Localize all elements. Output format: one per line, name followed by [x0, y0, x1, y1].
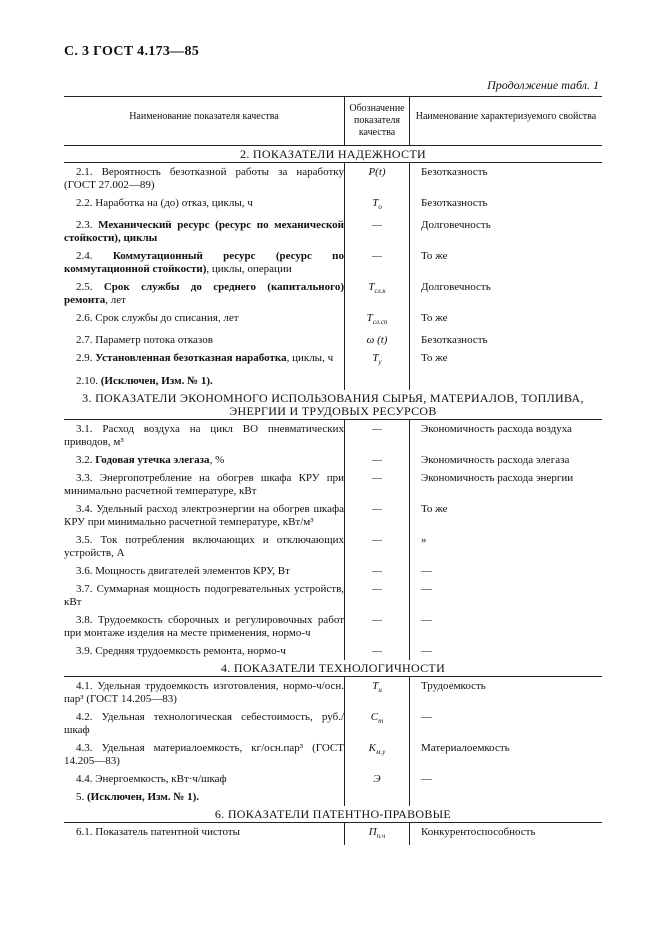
property: Материалоемкость — [421, 741, 510, 754]
section-title: 4. ПОКАЗАТЕЛИ ТЕХНОЛОГИЧНОСТИ — [64, 660, 602, 677]
row-number: 4.2. — [76, 710, 102, 723]
designation-subscript: о — [378, 203, 382, 212]
indicator-name-text: Удельная технологическая себестоимость, руб./шкаф — [64, 710, 345, 736]
designation-symbol: T — [372, 197, 379, 209]
table-row — [64, 469, 602, 500]
property: — — [421, 613, 432, 626]
designation — [344, 309, 410, 331]
indicator-name-bold: Механический ресурс (ресурс по механической стойкости), циклы — [64, 219, 344, 245]
designation — [344, 708, 410, 739]
row-number: 2.3. — [76, 219, 99, 232]
designation-symbol: — — [372, 564, 382, 577]
designation-symbol: — — [372, 613, 382, 626]
table-row — [64, 708, 602, 739]
table-row — [64, 500, 602, 531]
indicator-name-text: Удельный расход электроэнергии на обогрев шкафа КРУ при минимально расчетной температуре, кВт/м³ — [64, 502, 344, 528]
property: — — [421, 644, 432, 657]
quality-table — [64, 96, 602, 845]
designation — [344, 677, 410, 708]
property: Безотказность — [421, 166, 488, 178]
table-row — [64, 451, 602, 469]
property: Долговечность — [421, 281, 491, 294]
indicator-name — [64, 451, 344, 469]
indicator-name-text: Показатель патентной чистоты — [95, 825, 241, 838]
note-text: (Исключен, Изм. № 1). — [100, 374, 213, 387]
indicator-name-text: Срок службы до списания, лет — [95, 312, 239, 325]
table-row — [64, 823, 602, 845]
indicator-name-text: Удельная трудоемкость изготовления, нормо-ч/осн. пар³ (ГОСТ 14.205—83) — [64, 679, 344, 705]
property: Безотказность — [421, 197, 488, 209]
row-number: 2.9. — [76, 352, 96, 365]
row-number: 3.5. — [76, 533, 101, 546]
designation — [344, 562, 410, 580]
indicator-name — [64, 278, 344, 309]
designation-symbol: — — [372, 250, 382, 263]
indicator-name-text: Средняя трудоемкость ремонта, нормо-ч — [95, 644, 286, 657]
row-number: 3.7. — [76, 582, 97, 595]
indicator-name-text: Суммарная мощность подогревательных устройств, кВт — [64, 582, 345, 608]
indicator-name — [64, 331, 344, 349]
designation-symbol: P(t) — [368, 166, 386, 178]
indicator-name-text: , лет — [105, 294, 126, 307]
indicator-name-text: Наработка на (до) отказ, циклы, ч — [95, 197, 253, 209]
table-row — [64, 642, 602, 660]
designation — [344, 469, 410, 500]
indicator-name — [64, 349, 344, 371]
indicator-name — [64, 770, 344, 788]
designation — [344, 580, 410, 611]
indicator-name-bold: Годовая утечка элегаза — [95, 453, 210, 466]
indicator-name — [64, 562, 344, 580]
property: Конкурентоспособность — [421, 825, 536, 838]
indicator-name — [64, 216, 344, 247]
designation-symbol: Э — [373, 772, 381, 785]
row-number: 3.1. — [76, 422, 103, 435]
property: Долговечность — [421, 219, 491, 232]
designation-symbol: — — [372, 422, 382, 435]
indicator-name-text: Трудоемкость сборочных и регулировочных работ при монтаже изделия на месте применения, нормо-ч — [64, 613, 345, 639]
table-row — [64, 163, 602, 194]
column-headers — [64, 97, 602, 146]
designation-symbol: T — [372, 679, 379, 692]
table-row — [64, 194, 602, 216]
designation — [344, 163, 410, 194]
table-row — [64, 611, 602, 642]
property: — — [421, 582, 432, 595]
continuation-label: Продолжение табл. 1 — [487, 78, 599, 92]
designation — [344, 611, 410, 642]
designation-symbol: K — [368, 741, 376, 754]
designation — [344, 278, 410, 309]
property: » — [421, 533, 427, 546]
indicator-name-bold: Срок службы до среднего (капитального) ремонта — [64, 281, 345, 307]
property: Трудоемкость — [421, 679, 486, 692]
property: Безотказность — [421, 334, 488, 347]
row-number: 4.1. — [76, 679, 98, 692]
indicator-name — [64, 420, 344, 451]
table-row — [64, 216, 602, 247]
property: — — [421, 564, 432, 577]
row-number: 3.4. — [76, 502, 97, 515]
row-number: 2.7. — [76, 334, 96, 347]
designation-symbol: — — [372, 644, 382, 657]
table-row — [64, 580, 602, 611]
designation-symbol: — — [372, 471, 382, 484]
designation — [344, 531, 410, 562]
property: То же — [421, 250, 448, 263]
table-row — [64, 677, 602, 708]
table-row — [64, 531, 602, 562]
designation — [344, 770, 410, 788]
designation-symbol: — — [372, 582, 382, 595]
table-row — [64, 349, 602, 371]
indicator-name — [64, 642, 344, 660]
indicator-name-text: Вероятность безотказной работы за наработку (ГОСТ 27.002—89) — [64, 166, 344, 191]
note-cell — [64, 372, 344, 390]
designation-empty — [344, 788, 410, 806]
property: Экономичность расхода элегаза — [421, 453, 570, 466]
indicator-name-text: , % — [209, 453, 225, 466]
designation — [344, 451, 410, 469]
indicator-name-text: Удельная материалоемкость, кг/осн.пар³ (ГОСТ 14.205—83) — [64, 741, 344, 767]
designation-empty — [344, 372, 410, 390]
designation-symbol: T — [366, 312, 373, 325]
indicator-name — [64, 580, 344, 611]
designation — [344, 194, 410, 216]
section-title: 6. ПОКАЗАТЕЛИ ПАТЕНТНО-ПРАВОВЫЕ — [64, 806, 602, 823]
indicator-name-text: Энергоемкость, кВт·ч/шкаф — [95, 772, 227, 785]
indicator-name — [64, 163, 344, 194]
designation — [344, 216, 410, 247]
designation-subscript: и — [378, 685, 382, 694]
indicator-name-text: , циклы, ч — [286, 352, 334, 365]
designation-symbol: — — [372, 453, 382, 466]
row-number: 2.4. — [76, 250, 113, 263]
table-row — [64, 247, 602, 278]
property: — — [421, 710, 432, 723]
property-empty — [410, 788, 602, 806]
indicator-name — [64, 247, 344, 278]
designation-subscript: п.ч — [376, 831, 386, 840]
indicator-name-text: Параметр потока отказов — [95, 334, 213, 347]
designation-subscript: т — [378, 716, 384, 725]
row-number: 2.5. — [76, 281, 104, 294]
row-number: 3.9. — [76, 644, 96, 657]
row-number: 2.6. — [76, 312, 96, 325]
indicator-name — [64, 677, 344, 708]
indicator-name — [64, 309, 344, 331]
table-body — [64, 146, 602, 845]
indicator-name — [64, 611, 344, 642]
property: То же — [421, 502, 448, 515]
table-row — [64, 278, 602, 309]
designation-symbol: — — [372, 502, 382, 515]
designation — [344, 739, 410, 770]
indicator-name-text: Ток потребления включающих и отключающих устройств, А — [64, 533, 344, 559]
col-property-header: Наименование характеризуемого свойства — [415, 111, 597, 122]
indicator-name-text: Расход воздуха на цикл ВО пневматических приводов, м³ — [64, 422, 345, 448]
row-number: 4.4. — [76, 772, 96, 785]
property: Экономичность расхода воздуха — [421, 422, 572, 435]
table-row — [64, 562, 602, 580]
designation-symbol: T — [368, 281, 375, 294]
page-header: С. 3 ГОСТ 4.173—85 — [64, 44, 200, 59]
table-row — [64, 420, 602, 451]
table-row — [64, 309, 602, 331]
property: — — [421, 772, 432, 785]
note-text: (Исключен, Изм. № 1). — [87, 790, 200, 803]
section-title: 2. ПОКАЗАТЕЛИ НАДЕЖНОСТИ — [64, 146, 602, 163]
designation-subscript: сл.сп — [372, 318, 388, 327]
indicator-name-text: Мощность двигателей элементов КРУ, Вт — [95, 564, 290, 577]
designation-symbol: T — [372, 352, 379, 365]
indicator-name — [64, 708, 344, 739]
indicator-name — [64, 531, 344, 562]
designation — [344, 349, 410, 371]
property: То же — [421, 352, 448, 365]
designation-symbol: — — [372, 533, 382, 546]
designation-symbol: П — [368, 825, 377, 838]
designation-subscript: у — [378, 358, 382, 367]
note-row — [64, 788, 602, 806]
indicator-name-bold: Установленная безотказная наработка — [95, 352, 287, 365]
designation — [344, 500, 410, 531]
row-number: 3.6. — [76, 564, 96, 577]
row-number: 2.1. — [76, 166, 102, 178]
property-empty — [410, 372, 602, 390]
indicator-name — [64, 500, 344, 531]
row-number: 3.2. — [76, 453, 96, 466]
row-number: 3.3. — [76, 471, 100, 484]
note-cell — [64, 788, 344, 806]
indicator-name — [64, 823, 344, 845]
designation — [344, 642, 410, 660]
designation — [344, 420, 410, 451]
note-row — [64, 372, 602, 390]
table-row — [64, 770, 602, 788]
indicator-name-text: Энергопотребление на обогрев шкафа КРУ при минимально расчетной температуре, кВт — [64, 471, 345, 497]
indicator-name — [64, 739, 344, 770]
row-number: 2.2. — [76, 197, 96, 209]
row-number: 6.1. — [76, 825, 96, 838]
property: Экономичность расхода энергии — [421, 471, 574, 484]
col-name-header: Наименование показателя качества — [129, 111, 279, 122]
indicator-name — [64, 194, 344, 216]
property: То же — [421, 312, 448, 325]
indicator-name-bold: Коммутационный ресурс (ресурс по коммутационной стойкости) — [64, 250, 345, 276]
designation — [344, 331, 410, 349]
designation-symbol: — — [372, 219, 382, 232]
col-designation-header: Обозначение показателя качества — [344, 97, 410, 145]
designation-symbol: ω (t) — [366, 334, 388, 347]
row-number: 4.3. — [76, 741, 102, 754]
row-number: 2.10. — [76, 374, 101, 387]
indicator-name-text: , циклы, операции — [206, 263, 292, 276]
row-number: 3.8. — [76, 613, 98, 626]
designation-subscript: сл.к — [374, 287, 386, 296]
indicator-name — [64, 469, 344, 500]
table-row — [64, 739, 602, 770]
row-number: 5. — [76, 790, 87, 803]
designation-symbol: C — [370, 710, 379, 723]
section-title: 3. ПОКАЗАТЕЛИ ЭКОНОМНОГО ИСПОЛЬЗОВАНИЯ СЫРЬЯ, МАТЕРИАЛОВ, ТОПЛИВА, ЭНЕРГИИ И ТРУДОВЫХ РЕСУРСОВ — [64, 390, 602, 420]
designation-subscript: м.у — [376, 747, 386, 756]
designation — [344, 823, 410, 845]
designation — [344, 247, 410, 278]
table-row — [64, 331, 602, 349]
